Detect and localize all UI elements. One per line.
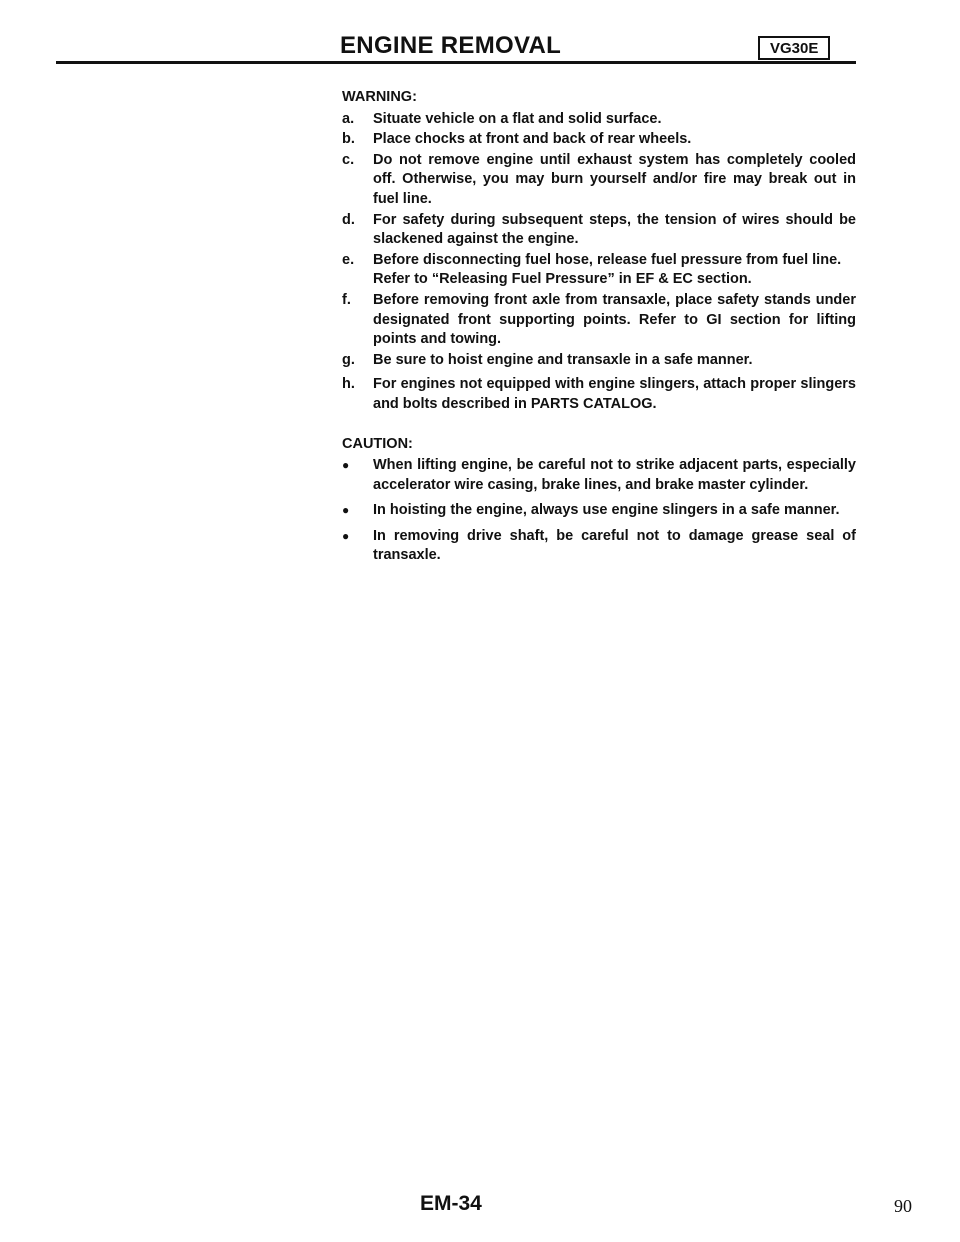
item-text: Place chocks at front and back of rear wheels. xyxy=(373,131,692,148)
engine-model-badge: VG30E xyxy=(758,36,830,60)
item-marker: f. xyxy=(342,291,351,308)
warning-item-c xyxy=(342,151,856,210)
item-text: Before disconnecting fuel hose, release fuel pressure from fuel line. xyxy=(373,251,842,268)
item-text: Before removing front axle from transaxle, place safety stands under designated front supporting points. Refer to GI section for lifting points and towing. xyxy=(373,291,856,348)
caution-item xyxy=(342,456,856,495)
bullet-icon: ● xyxy=(342,503,350,518)
item-marker: h. xyxy=(342,376,355,393)
item-text: In hoisting the engine, always use engine slingers in a safe manner. xyxy=(373,502,840,519)
item-text-group xyxy=(373,251,856,290)
warning-item-h xyxy=(342,375,856,414)
caution-item xyxy=(342,527,856,566)
warning-item-e xyxy=(342,251,856,290)
item-marker: b. xyxy=(342,131,355,148)
caution-section xyxy=(342,435,856,567)
item-text: In removing drive shaft, be careful not to damage grease seal of transaxle. xyxy=(373,527,856,564)
page-number: 90 xyxy=(894,1196,912,1216)
item-text: Be sure to hoist engine and transaxle in a safe manner. xyxy=(373,351,753,368)
bullet-icon: ● xyxy=(342,458,350,473)
content-column xyxy=(342,88,856,572)
caution-heading: CAUTION: xyxy=(342,435,413,452)
item-text: Situate vehicle on a flat and solid surface. xyxy=(373,110,662,127)
caution-item xyxy=(342,501,856,521)
item-marker: c. xyxy=(342,151,355,168)
item-reference-text: Refer to “Releasing Fuel Pressure” in EF & EC section. xyxy=(373,271,752,288)
warning-item-a xyxy=(342,110,856,130)
page-code: EM-34 xyxy=(420,1192,482,1215)
bullet-icon: ● xyxy=(342,528,350,543)
item-marker: a. xyxy=(342,110,355,127)
item-marker: e. xyxy=(342,251,355,268)
warning-item-g xyxy=(342,351,856,371)
item-text: When lifting engine, be careful not to strike adjacent parts, especially accelerator wire casing, brake lines, and brake master cylinder. xyxy=(373,457,856,493)
item-text: Do not remove engine until exhaust system has completely cooled off. Otherwise, you may burn yourself and/or fire may break out in fuel line. xyxy=(373,151,856,207)
warning-item-f xyxy=(342,291,856,350)
page-title: ENGINE REMOVAL xyxy=(340,32,562,59)
warning-item-d xyxy=(342,211,856,250)
item-marker: g. xyxy=(342,351,355,368)
header-rule xyxy=(56,61,856,64)
item-text: For engines not equipped with engine slingers, attach proper slingers and bolts described in PARTS CATALOG. xyxy=(373,376,856,412)
item-marker: d. xyxy=(342,211,355,228)
item-text: For safety during subsequent steps, the tension of wires should be slackened against the engine. xyxy=(373,211,856,248)
warning-heading: WARNING: xyxy=(342,89,417,105)
warning-item-b xyxy=(342,130,856,150)
